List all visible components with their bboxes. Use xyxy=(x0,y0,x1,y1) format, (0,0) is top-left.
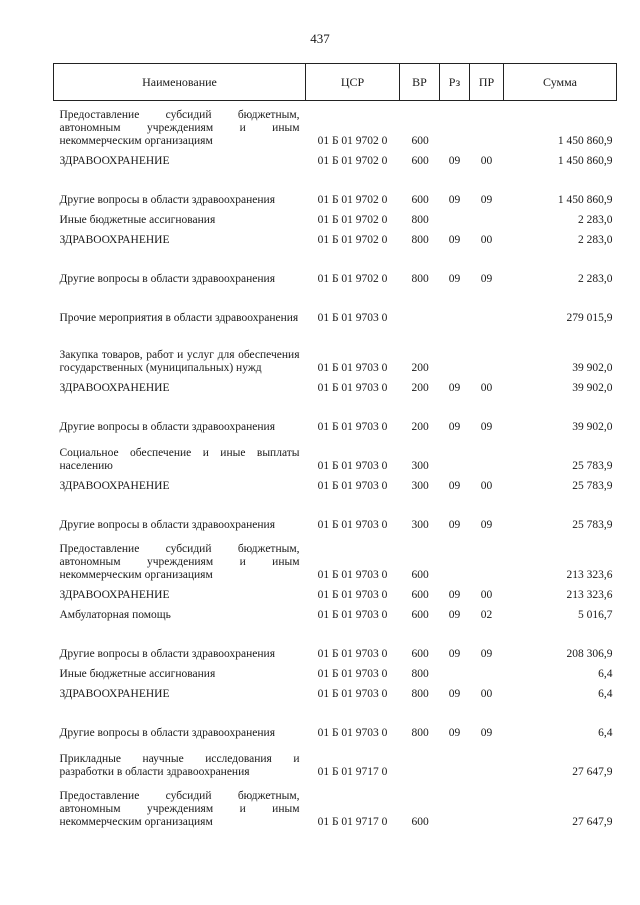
row-rz xyxy=(440,437,470,476)
row-vr: 300 xyxy=(411,459,429,472)
table-row xyxy=(54,664,617,684)
row-name: ЗДРАВООХРАНЕНИЕ xyxy=(59,381,170,394)
row-rz: 09 xyxy=(448,233,461,246)
row-rz xyxy=(440,535,470,585)
row-name: Другие вопросы в области здравоохранения xyxy=(59,726,275,739)
row-vr: 300 xyxy=(411,518,429,531)
row-pr xyxy=(470,437,504,476)
row-name: Иные бюджетные ассигнования xyxy=(59,213,216,226)
header-sum: Сумма xyxy=(504,64,617,101)
row-name: Социальное обеспечение и иные выплаты населению xyxy=(59,446,300,472)
row-csr: 01 Б 01 9703 0 xyxy=(317,518,388,531)
row-csr: 01 Б 01 9703 0 xyxy=(317,667,388,680)
row-csr: 01 Б 01 9703 0 xyxy=(317,459,388,472)
row-csr: 01 Б 01 9703 0 xyxy=(317,361,388,374)
row-pr xyxy=(470,210,504,230)
row-csr: 01 Б 01 9703 0 xyxy=(317,311,388,324)
row-sum: 25 783,9 xyxy=(572,459,613,472)
table-header-row xyxy=(54,64,617,101)
table-row xyxy=(54,101,617,151)
row-pr: 09 xyxy=(480,647,493,660)
table-row xyxy=(54,585,617,605)
table-row xyxy=(54,605,617,625)
row-vr: 800 xyxy=(411,667,429,680)
row-name: ЗДРАВООХРАНЕНИЕ xyxy=(59,687,170,700)
row-csr: 01 Б 01 9703 0 xyxy=(317,588,388,601)
row-vr: 300 xyxy=(411,479,429,492)
row-sum: 1 450 860,9 xyxy=(557,154,613,167)
row-rz: 09 xyxy=(448,381,461,394)
row-csr: 01 Б 01 9703 0 xyxy=(317,479,388,492)
row-pr: 00 xyxy=(480,687,493,700)
row-sum: 25 783,9 xyxy=(572,518,613,531)
row-csr: 01 Б 01 9702 0 xyxy=(317,213,388,226)
row-rz: 09 xyxy=(448,726,461,739)
row-rz: 09 xyxy=(448,588,461,601)
row-sum: 1 450 860,9 xyxy=(557,134,613,147)
row-csr: 01 Б 01 9703 0 xyxy=(317,381,388,394)
row-name: ЗДРАВООХРАНЕНИЕ xyxy=(59,233,170,246)
row-vr: 800 xyxy=(411,687,429,700)
table-row xyxy=(54,535,617,585)
row-vr: 600 xyxy=(411,154,429,167)
row-name: Предоставление субсидий бюджетным, автономным учреждениям и иным некоммерческим организациям xyxy=(59,542,300,581)
row-sum: 208 306,9 xyxy=(566,647,613,660)
row-sum: 1 450 860,9 xyxy=(557,193,613,206)
row-pr: 09 xyxy=(480,726,493,739)
row-sum: 2 283,0 xyxy=(578,272,613,285)
row-pr: 09 xyxy=(480,518,493,531)
row-sum: 6,4 xyxy=(598,687,613,700)
row-vr: 800 xyxy=(411,233,429,246)
row-pr xyxy=(470,289,504,328)
table-row xyxy=(54,743,617,782)
row-rz: 09 xyxy=(448,518,461,531)
row-vr: 600 xyxy=(411,608,429,621)
row-sum: 27 647,9 xyxy=(572,815,613,828)
header-vr: ВР xyxy=(400,64,440,101)
row-rz xyxy=(440,782,470,832)
table-row xyxy=(54,151,617,171)
row-pr xyxy=(470,743,504,782)
row-vr: 600 xyxy=(411,134,429,147)
row-rz xyxy=(440,101,470,151)
table-row xyxy=(54,171,617,210)
table-row xyxy=(54,704,617,743)
table-row xyxy=(54,328,617,378)
row-name: ЗДРАВООХРАНЕНИЕ xyxy=(59,479,170,492)
row-csr: 01 Б 01 9702 0 xyxy=(317,272,388,285)
row-rz xyxy=(440,289,470,328)
row-rz: 09 xyxy=(448,687,461,700)
row-pr: 00 xyxy=(480,588,493,601)
row-pr: 02 xyxy=(480,608,493,621)
row-rz xyxy=(440,328,470,378)
row-vr: 200 xyxy=(411,361,429,374)
row-csr: 01 Б 01 9703 0 xyxy=(317,608,388,621)
row-sum: 213 323,6 xyxy=(566,568,613,581)
row-csr: 01 Б 01 9703 0 xyxy=(317,687,388,700)
row-csr: 01 Б 01 9703 0 xyxy=(317,420,388,433)
row-csr: 01 Б 01 9702 0 xyxy=(317,154,388,167)
row-pr: 09 xyxy=(480,193,493,206)
row-pr: 09 xyxy=(480,272,493,285)
row-sum: 39 902,0 xyxy=(572,361,613,374)
page-number: 437 xyxy=(310,31,330,46)
row-csr: 01 Б 01 9702 0 xyxy=(317,134,388,147)
row-sum: 279 015,9 xyxy=(566,311,613,324)
row-name: Другие вопросы в области здравоохранения xyxy=(59,518,275,531)
table-row xyxy=(54,378,617,398)
row-rz: 09 xyxy=(448,193,461,206)
row-pr: 00 xyxy=(480,381,493,394)
row-pr: 00 xyxy=(480,233,493,246)
row-vr: 800 xyxy=(411,726,429,739)
row-name: Предоставление субсидий бюджетным, автономным учреждениям и иным некоммерческим организациям xyxy=(59,108,300,147)
table-row xyxy=(54,210,617,230)
row-rz xyxy=(440,743,470,782)
row-name: Другие вопросы в области здравоохранения xyxy=(59,647,275,660)
table-row xyxy=(54,250,617,289)
table-row xyxy=(54,782,617,832)
row-csr: 01 Б 01 9717 0 xyxy=(317,815,388,828)
row-name: Другие вопросы в области здравоохранения xyxy=(59,420,275,433)
row-name: Закупка товаров, работ и услуг для обеспечения государственных (муниципальных) нужд xyxy=(59,348,300,374)
header-name: Наименование xyxy=(54,64,306,101)
row-rz: 09 xyxy=(448,420,461,433)
row-vr: 600 xyxy=(411,815,429,828)
row-name: ЗДРАВООХРАНЕНИЕ xyxy=(59,154,170,167)
row-pr xyxy=(470,782,504,832)
row-sum: 39 902,0 xyxy=(572,381,613,394)
row-pr: 09 xyxy=(480,420,493,433)
row-rz: 09 xyxy=(448,608,461,621)
row-vr: 600 xyxy=(411,588,429,601)
row-pr xyxy=(470,535,504,585)
table-row xyxy=(54,289,617,328)
header-pr: ПР xyxy=(470,64,504,101)
row-csr: 01 Б 01 9703 0 xyxy=(317,726,388,739)
table-row xyxy=(54,437,617,476)
row-rz: 09 xyxy=(448,154,461,167)
budget-table xyxy=(53,63,617,832)
table-row xyxy=(54,684,617,704)
row-sum: 6,4 xyxy=(598,667,613,680)
row-name: Прикладные научные исследования и разработки в области здравоохранения xyxy=(59,752,300,778)
row-vr: 600 xyxy=(411,568,429,581)
row-sum: 27 647,9 xyxy=(572,765,613,778)
row-sum: 2 283,0 xyxy=(578,233,613,246)
row-pr: 00 xyxy=(480,479,493,492)
row-name: Иные бюджетные ассигнования xyxy=(59,667,216,680)
table-row xyxy=(54,496,617,535)
row-vr: 600 xyxy=(411,193,429,206)
row-vr xyxy=(400,743,440,782)
row-vr xyxy=(400,289,440,328)
header-rz: Рз xyxy=(440,64,470,101)
table-row xyxy=(54,230,617,250)
row-sum: 25 783,9 xyxy=(572,479,613,492)
row-sum: 213 323,6 xyxy=(566,588,613,601)
row-pr xyxy=(470,101,504,151)
row-vr: 800 xyxy=(411,213,429,226)
row-sum: 6,4 xyxy=(598,726,613,739)
row-sum: 39 902,0 xyxy=(572,420,613,433)
row-name: ЗДРАВООХРАНЕНИЕ xyxy=(59,588,170,601)
header-csr: ЦСР xyxy=(306,64,400,101)
row-pr xyxy=(470,664,504,684)
row-pr xyxy=(470,328,504,378)
row-rz xyxy=(440,210,470,230)
row-csr: 01 Б 01 9702 0 xyxy=(317,193,388,206)
row-name: Другие вопросы в области здравоохранения xyxy=(59,193,275,206)
table-row xyxy=(54,398,617,437)
table-row xyxy=(54,625,617,664)
row-vr: 800 xyxy=(411,272,429,285)
row-vr: 200 xyxy=(411,420,429,433)
row-csr: 01 Б 01 9702 0 xyxy=(317,233,388,246)
row-csr: 01 Б 01 9703 0 xyxy=(317,647,388,660)
row-rz xyxy=(440,664,470,684)
row-vr: 600 xyxy=(411,647,429,660)
row-vr: 200 xyxy=(411,381,429,394)
row-pr: 00 xyxy=(480,154,493,167)
row-sum: 2 283,0 xyxy=(578,213,613,226)
row-csr: 01 Б 01 9703 0 xyxy=(317,568,388,581)
row-sum: 5 016,7 xyxy=(578,608,613,621)
row-name: Другие вопросы в области здравоохранения xyxy=(59,272,275,285)
table-row xyxy=(54,476,617,496)
row-rz: 09 xyxy=(448,647,461,660)
row-name: Амбулаторная помощь xyxy=(59,608,171,621)
row-rz: 09 xyxy=(448,479,461,492)
row-name: Прочие мероприятия в области здравоохранения xyxy=(59,311,299,324)
row-rz: 09 xyxy=(448,272,461,285)
row-name: Предоставление субсидий бюджетным, автономным учреждениям и иным некоммерческим организациям xyxy=(59,789,300,828)
row-csr: 01 Б 01 9717 0 xyxy=(317,765,388,778)
